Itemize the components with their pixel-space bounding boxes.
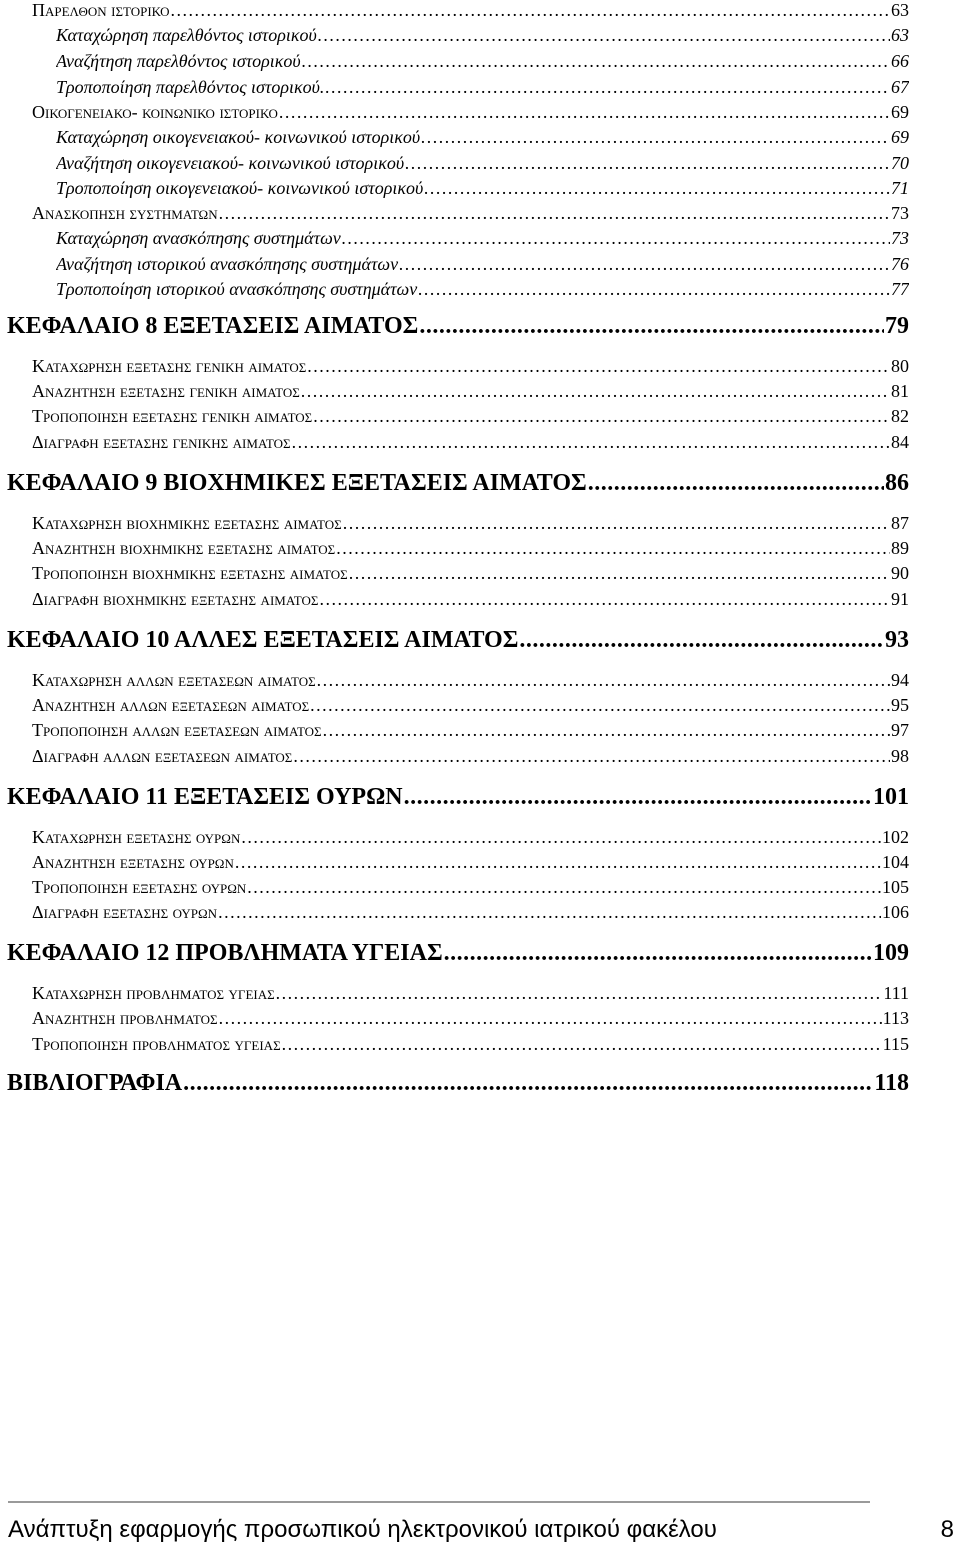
toc-dot-leader xyxy=(342,228,890,249)
toc-entry[interactable] xyxy=(32,983,909,1004)
toc-page-number: 73 xyxy=(891,228,909,248)
toc-entry-title: Καταχωρηση βιοχημικης εξετασης αιματος xyxy=(32,513,342,533)
toc-dot-leader xyxy=(276,983,883,1004)
toc-entry[interactable] xyxy=(56,153,909,174)
toc-entry-title: Τροποποιηση εξετασης γενικη αιματος xyxy=(32,406,313,426)
toc-page-number: 89 xyxy=(891,538,909,558)
toc-entry[interactable] xyxy=(32,670,909,691)
toc-entry-title: Αναζητηση προβληματος xyxy=(32,1008,218,1028)
toc-page-number: 93 xyxy=(885,627,909,653)
toc-dot-leader xyxy=(444,940,872,967)
toc-dot-leader xyxy=(317,670,890,691)
toc-chapter-entry[interactable] xyxy=(7,313,909,340)
toc-page-number: 113 xyxy=(882,1008,909,1028)
toc-page-number: 69 xyxy=(891,127,909,147)
toc-entry-title: Αναζητηση εξετασης ουρων xyxy=(32,852,234,872)
toc-dot-leader xyxy=(336,538,890,559)
toc-entry[interactable] xyxy=(32,406,909,427)
toc-page-number: 101 xyxy=(873,784,909,810)
toc-entry[interactable] xyxy=(32,513,909,534)
toc-entry[interactable] xyxy=(56,279,909,300)
toc-page-number: 71 xyxy=(891,178,909,198)
toc-entry-title: Αναζητηση βιοχημικης εξετασης αιματος xyxy=(32,538,336,558)
toc-dot-leader xyxy=(235,852,881,873)
toc-page-number: 98 xyxy=(891,746,909,766)
toc-page-number: 67 xyxy=(891,77,909,97)
toc-dot-leader xyxy=(282,1034,882,1055)
toc-entry-title: Αναζήτηση ιστορικού ανασκόπησης συστημάτων xyxy=(56,254,399,274)
toc-entry-title: Καταχώρηση ανασκόπησης συστημάτων xyxy=(56,228,341,248)
toc-entry[interactable] xyxy=(32,852,909,873)
toc-page-number: 63 xyxy=(891,25,909,45)
toc-page-number: 95 xyxy=(891,695,909,715)
toc-dot-leader xyxy=(404,784,872,811)
toc-dot-leader xyxy=(319,589,890,610)
toc-entry[interactable] xyxy=(32,538,909,559)
toc-entry-title: Αναζητηση αλλων εξετασεων αιματος xyxy=(32,695,310,715)
toc-dot-leader xyxy=(419,313,884,340)
toc-dot-leader xyxy=(171,0,890,21)
toc-page-number: 91 xyxy=(891,589,909,609)
toc-dot-leader xyxy=(343,513,890,534)
toc-entry[interactable] xyxy=(32,746,909,767)
toc-entry[interactable] xyxy=(32,589,909,610)
toc-entry-title: Αναζήτηση οικογενειακού- κοινωνικού ιστορικού xyxy=(56,153,405,173)
toc-dot-leader xyxy=(325,77,890,98)
toc-page-number: 106 xyxy=(882,902,909,922)
toc-page-number: 77 xyxy=(891,279,909,299)
toc-dot-leader xyxy=(279,102,890,123)
toc-page-number: 87 xyxy=(891,513,909,533)
toc-entry[interactable] xyxy=(32,102,909,123)
toc-dot-leader xyxy=(418,279,890,300)
toc-entry[interactable] xyxy=(32,1034,909,1055)
toc-dot-leader xyxy=(405,153,890,174)
toc-page-number: 81 xyxy=(891,381,909,401)
toc-entry[interactable] xyxy=(32,1008,909,1029)
footer-page-number: 8 xyxy=(940,1516,954,1543)
toc-entry-title: Τροποποίηση παρελθόντος ιστορικού. xyxy=(56,77,325,97)
toc-entry[interactable] xyxy=(32,902,909,923)
toc-page-number: 94 xyxy=(891,670,909,690)
toc-page-number: 70 xyxy=(891,153,909,173)
toc-dot-leader xyxy=(318,25,890,46)
toc-entry[interactable] xyxy=(56,178,909,199)
toc-dot-leader xyxy=(588,470,884,497)
toc-entry-title: Καταχώρηση οικογενειακού- κοινωνικού ιστορικού xyxy=(56,127,421,147)
toc-page-number: 109 xyxy=(873,940,909,966)
toc-dot-leader xyxy=(323,720,890,741)
toc-entry-title: Διαγραφη εξετασης γενικης αιματος xyxy=(32,432,291,452)
toc-dot-leader xyxy=(302,51,890,72)
toc-entry-title: Καταχωρηση προβληματος υγειας xyxy=(32,983,275,1003)
toc-entry[interactable] xyxy=(32,432,909,453)
toc-entry[interactable] xyxy=(56,228,909,249)
toc-page-number: 79 xyxy=(885,313,909,339)
toc-entry-title: Τροποποιηση προβληματος υγειας xyxy=(32,1034,281,1054)
toc-dot-leader xyxy=(241,827,881,848)
toc-page-number: 82 xyxy=(891,406,909,426)
toc-chapter-entry[interactable] xyxy=(7,940,909,967)
toc-dot-leader xyxy=(218,902,881,923)
toc-page-number: 63 xyxy=(891,0,909,20)
toc-page-number: 73 xyxy=(891,203,909,223)
toc-dot-leader xyxy=(219,203,890,224)
footer-title: Ανάπτυξη εφαρμογής προσωπικού ηλεκτρονικού ιατρικού φακέλου xyxy=(8,1516,717,1543)
toc-entry-title: Καταχωρηση εξετασης ουρων xyxy=(32,827,241,847)
footer-divider xyxy=(8,1501,870,1503)
toc-dot-leader xyxy=(349,563,890,584)
toc-page-number: 90 xyxy=(891,563,909,583)
toc-entry-title: ΚΕΦΑΛΑΙΟ 11 ΕΞΕΤΑΣΕΙΣ ΟΥΡΩΝ xyxy=(7,784,403,810)
toc-dot-leader xyxy=(519,627,884,654)
toc-page-number: 66 xyxy=(891,51,909,71)
toc-entry[interactable] xyxy=(32,720,909,741)
toc-dot-leader xyxy=(219,1008,882,1029)
toc-entry-title: Τροποποιηση βιοχημικης εξετασης αιματος xyxy=(32,563,348,583)
toc-page-number: 102 xyxy=(882,827,909,847)
toc-entry-title: Αναζήτηση παρελθόντος ιστορικού xyxy=(56,51,301,71)
toc-dot-leader xyxy=(424,178,890,199)
toc-page-number: 86 xyxy=(885,470,909,496)
toc-entry[interactable] xyxy=(32,0,909,21)
toc-chapter-entry[interactable] xyxy=(7,627,909,654)
toc-dot-leader xyxy=(399,254,890,275)
toc-entry[interactable] xyxy=(56,127,909,148)
toc-entry[interactable] xyxy=(56,254,909,275)
toc-entry[interactable] xyxy=(32,563,909,584)
toc-entry-title: Καταχωρηση αλλων εξετασεων αιματος xyxy=(32,670,316,690)
toc-entry-title: Διαγραφη αλλων εξετασεων αιματος xyxy=(32,746,293,766)
toc-dot-leader xyxy=(307,356,890,377)
toc-entry-title: Παρελθον ιστορικο xyxy=(32,0,170,20)
toc-entry[interactable] xyxy=(32,827,909,848)
toc-entry[interactable] xyxy=(32,356,909,377)
toc-page-number: 80 xyxy=(891,356,909,376)
toc-entry-title: ΒΙΒΛΙΟΓΡΑΦΙΑ xyxy=(7,1070,183,1096)
toc-entry-title: Ανασκοπηση συστηματων xyxy=(32,203,218,223)
toc-dot-leader xyxy=(183,1070,873,1097)
toc-entry-title: ΚΕΦΑΛΑΙΟ 10 ΑΛΛΕΣ ΕΞΕΤΑΣΕΙΣ ΑΙΜΑΤΟΣ xyxy=(7,627,519,653)
toc-entry-title: Διαγραφη εξετασης ουρων xyxy=(32,902,218,922)
toc-entry-title: ΚΕΦΑΛΑΙΟ 9 ΒΙΟΧΗΜΙΚΕΣ ΕΞΕΤΑΣΕΙΣ ΑΙΜΑΤΟΣ xyxy=(7,470,587,496)
toc-page-number: 105 xyxy=(882,877,909,897)
toc-page-number: 118 xyxy=(874,1070,909,1096)
toc-entry-title: Καταχώρηση παρελθόντος ιστορικού xyxy=(56,25,317,45)
toc-dot-leader xyxy=(293,746,890,767)
toc-entry[interactable] xyxy=(32,381,909,402)
toc-dot-leader xyxy=(247,877,881,898)
toc-page-number: 111 xyxy=(883,983,909,1003)
toc-page-number: 76 xyxy=(891,254,909,274)
toc-dot-leader xyxy=(301,381,890,402)
toc-entry[interactable] xyxy=(56,25,909,46)
toc-entry-title: Τροποποίηση οικογενειακού- κοινωνικού ιστορικού xyxy=(56,178,424,198)
toc-dot-leader xyxy=(310,695,890,716)
toc-entry-title: ΚΕΦΑΛΑΙΟ 12 ΠΡΟΒΛΗΜΑΤΑ ΥΓΕΙΑΣ xyxy=(7,940,443,966)
toc-entry-title: Τροποποιηση εξετασης ουρων xyxy=(32,877,247,897)
toc-entry-title: Καταχωρηση εξετασης γενικη αιματος xyxy=(32,356,307,376)
toc-chapter-entry[interactable] xyxy=(7,1070,909,1097)
toc-dot-leader xyxy=(292,432,890,453)
toc-chapter-entry[interactable] xyxy=(7,470,909,497)
toc-chapter-entry[interactable] xyxy=(7,784,909,811)
toc-page-number: 104 xyxy=(882,852,909,872)
toc-entry[interactable] xyxy=(56,77,909,98)
toc-entry-title: Τροποποιηση αλλων εξετασεων αιματος xyxy=(32,720,322,740)
toc-dot-leader xyxy=(421,127,890,148)
toc-entry-title: Οικογενειακο- κοινωνικο ιστορικο xyxy=(32,102,278,122)
toc-dot-leader xyxy=(313,406,890,427)
toc-page-number: 115 xyxy=(882,1034,909,1054)
toc-page-number: 97 xyxy=(891,720,909,740)
toc-entry-title: Τροποποίηση ιστορικού ανασκόπησης συστημάτων xyxy=(56,279,418,299)
toc-entry[interactable] xyxy=(32,877,909,898)
toc-entry[interactable] xyxy=(32,203,909,224)
toc-page-number: 69 xyxy=(891,102,909,122)
toc-page-number: 84 xyxy=(891,432,909,452)
toc-entry-title: ΚΕΦΑΛΑΙΟ 8 ΕΞΕΤΑΣΕΙΣ ΑΙΜΑΤΟΣ xyxy=(7,313,419,339)
toc-entry[interactable] xyxy=(32,695,909,716)
toc-entry[interactable] xyxy=(56,51,909,72)
toc-entry-title: Αναζητηση εξετασης γενικη αιματος xyxy=(32,381,300,401)
toc-entry-title: Διαγραφη βιοχημικης εξετασης αιματος xyxy=(32,589,319,609)
